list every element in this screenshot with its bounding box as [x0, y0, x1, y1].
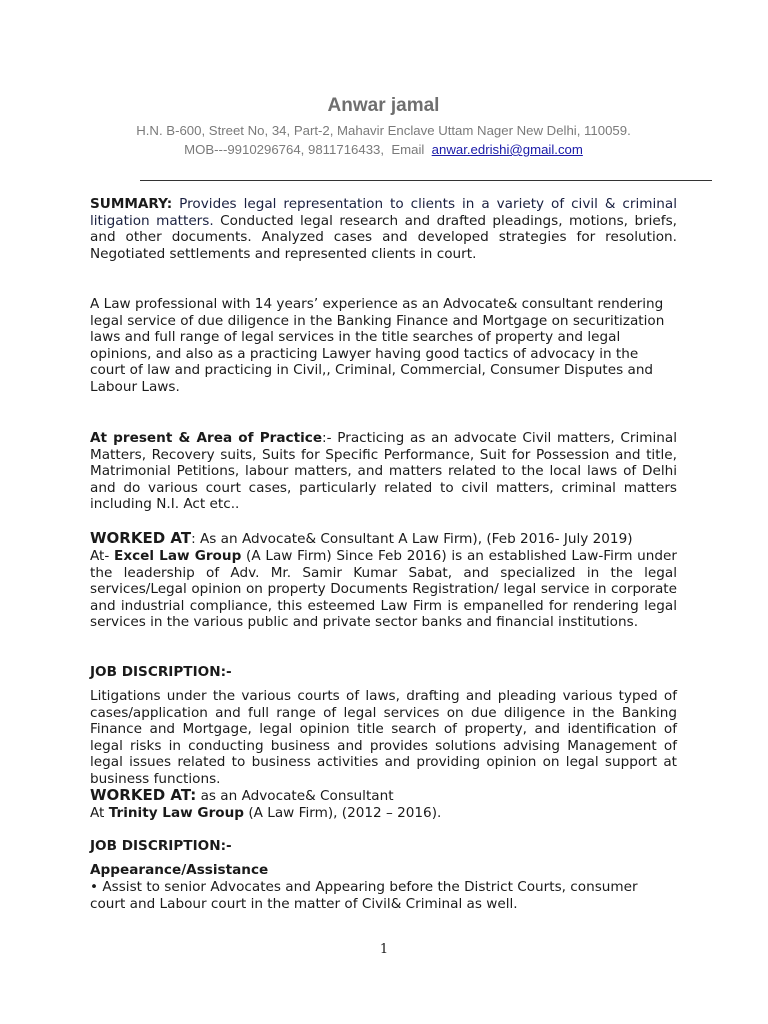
worked-at-2-firm: Trinity Law Group	[108, 805, 245, 821]
worked-at-1-desc: (A Law Firm) Since Feb 2016) is an established Law-Firm under the leadership of Adv. Mr. Samir Kumar Sabat, and specialized in the legal services/Legal opinion on property Documents Registration/ legal service in corporate and industrial compliance, this esteemed Law Firm is empanelled for rendering legal services in the various public and private sector banks and financial institutions.	[90, 548, 677, 631]
job-description-2-heading: JOB DISCRIPTION:-	[90, 838, 232, 854]
practice-label: At present & Area of Practice	[90, 430, 323, 446]
worked-at-2-label: WORKED AT:	[90, 786, 197, 804]
job-description-1-text: Litigations under the various courts of laws, drafting and pleading various typed of cases/application and full range of legal services on due diligence in the Banking Finance and Mortgage, legal opinion title search of property, and identification of legal risks in conducting business and provides solutions advising Management of legal issues related to business activities and providing opinion on legal support at business functions.	[90, 688, 677, 787]
appearance-subheading: Appearance/Assistance	[90, 862, 269, 878]
summary-label: SUMMARY:	[90, 196, 173, 212]
practice-section	[90, 430, 677, 513]
appearance-bullet: • Assist to senior Advocates and Appearing before the District Courts, consumer court and Labour court in the matter of Civil& Criminal as well.	[90, 879, 638, 912]
summary-rest: Conducted legal research and drafted pleadings, motions, briefs, and other documents. Analyzed cases and developed strategies for resolution. Negotiated settlements and represented clients in court.	[90, 212, 677, 262]
worked-at-2-role: as an Advocate& Consultant	[196, 788, 394, 804]
worked-at-1-prefix: At-	[90, 548, 115, 564]
worked-at-1-role: : As an Advocate& Consultant A Law Firm), (Feb 2016- July 2019)	[191, 531, 633, 547]
worked-at-2-firm-line	[90, 805, 677, 822]
worked-at-2-heading	[90, 787, 677, 805]
email-link[interactable]: anwar.edrishi@gmail.com	[431, 142, 583, 157]
worked-at-1-firm: Excel Law Group	[114, 548, 242, 564]
worked-at-2-desc: (A Law Firm), (2012 – 2016).	[244, 805, 442, 821]
summary-lead: Provides legal representation to clients in a variety of civil & criminal litigation matters.	[90, 196, 677, 229]
worked-at-1-heading	[90, 530, 677, 548]
address-line: H.N. B-600, Street No, 34, Part-2, Mahavir Enclave Uttam Nager New Delhi, 110059.	[136, 123, 631, 138]
profile-paragraph: A Law professional with 14 years’ experience as an Advocate& consultant rendering legal service of due diligence in the Banking Finance and Mortgage on securitization laws and full range of legal services in the title searches of property and legal opinions, and also as a practicing Lawyer having good tactics of advocacy in the court of law and practicing in Civil,, Criminal, Commercial, Consumer Disputes and Labour Laws.	[90, 296, 665, 395]
phone-numbers: MOB---9910296764, 9811716433, Email	[184, 142, 432, 157]
summary-section	[90, 196, 677, 262]
worked-at-2-prefix: At	[90, 805, 109, 821]
worked-at-1-description	[90, 548, 677, 631]
candidate-name: Anwar jamal	[327, 95, 440, 116]
page-number: 1	[379, 942, 389, 957]
worked-at-1-label: WORKED AT	[90, 529, 192, 547]
job-description-1-heading: JOB DISCRIPTION:-	[90, 664, 232, 680]
contact-line	[90, 142, 677, 157]
header-divider	[140, 180, 712, 181]
practice-text: :- Practicing as an advocate Civil matters, Criminal Matters, Recovery suits, Suits for Specific Performance, Suit for Possession and title, Matrimonial Petitions, labour matters, and matters related to the local laws of Delhi and do various court cases, particularly related to civil matters, criminal matters including N.I. Act etc..	[90, 430, 677, 513]
